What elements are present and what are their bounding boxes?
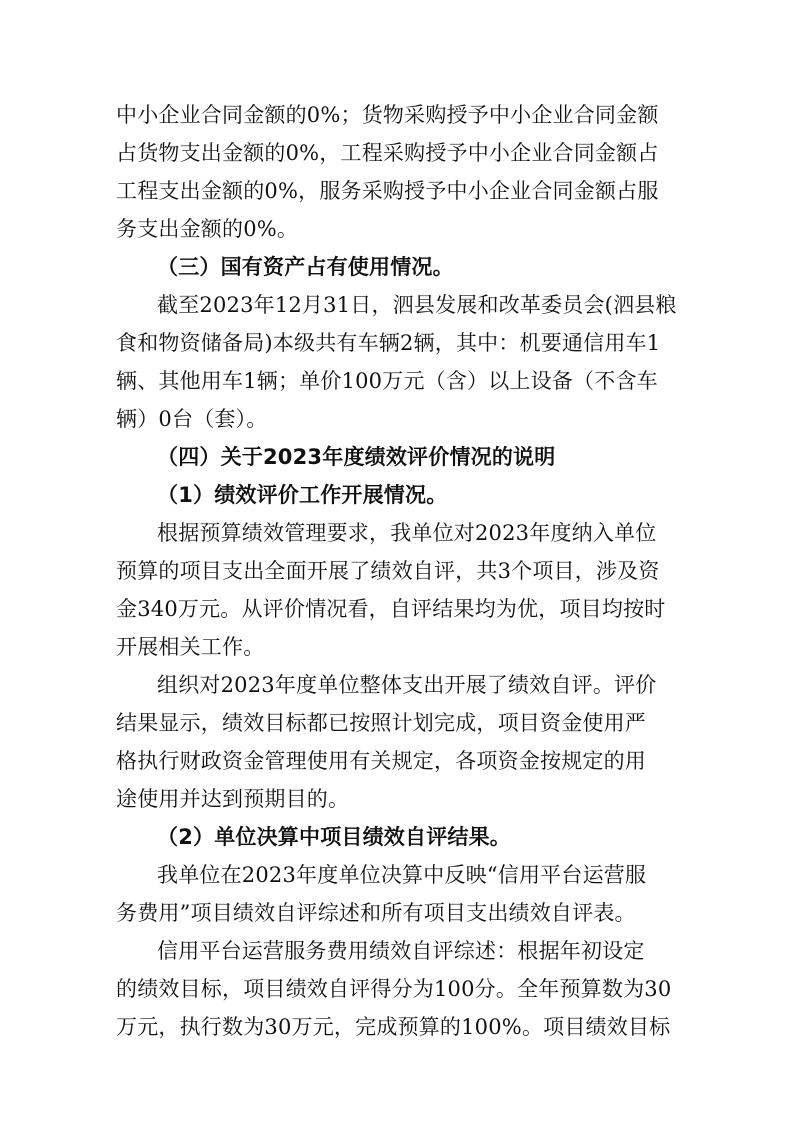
paragraph-line: 预算的项目支出全面开展了绩效自评，共3个项目，涉及资: [116, 559, 660, 583]
paragraph-line: 食和物资储备局)本级共有车辆2辆，其中：机要通信用车1: [116, 331, 661, 355]
paragraph-line: 信用平台运营服务费用绩效自评综述：根据年初设定: [157, 939, 645, 963]
section-heading: （三）国有资产占有使用情况。: [157, 255, 454, 279]
paragraph-line: 我单位在2023年度单位决算中反映“信用平台运营服: [157, 863, 647, 887]
paragraph-line: 结果显示，绩效目标都已按照计划完成，项目资金使用严: [116, 711, 646, 735]
paragraph-line: 辆）0台（套）。: [116, 407, 268, 431]
paragraph-line: 金340万元。从评价情况看，自评结果均为优，项目均按时: [116, 597, 666, 621]
paragraph-line: 中小企业合同金额的0%；货物采购授予中小企业合同金额: [116, 103, 659, 127]
paragraph-line: 占货物支出金额的0%，工程采购授予中小企业合同金额占: [116, 141, 659, 165]
subsection-heading: （2）单位决算中项目绩效自评结果。: [157, 825, 512, 849]
paragraph-line: 途使用并达到预期目的。: [116, 787, 350, 811]
paragraph-line: 务支出金额的0%。: [116, 217, 299, 241]
subsection-heading: （1）绩效评价工作开展情况。: [157, 483, 448, 507]
paragraph-line: 截至2023年12月31日，泗县发展和改革委员会(泗县粮: [157, 293, 677, 317]
paragraph-line: 工程支出金额的0%，服务采购授予中小企业合同金额占服: [116, 179, 659, 203]
paragraph-line: 的绩效目标，项目绩效自评得分为100分。全年预算数为30: [116, 977, 672, 1001]
paragraph-line: 组织对2023年度单位整体支出开展了绩效自评。评价: [157, 673, 657, 697]
section-heading: （四）关于2023年度绩效评价情况的说明: [157, 445, 556, 469]
paragraph-line: 务费用”项目绩效自评综述和所有项目支出绩效自评表。: [116, 901, 636, 925]
paragraph-line: 万元，执行数为30万元，完成预算的100%。项目绩效目标: [116, 1015, 671, 1039]
paragraph-line: 格执行财政资金管理使用有关规定，各项资金按规定的用: [116, 749, 646, 773]
paragraph-line: 开展相关工作。: [116, 635, 265, 659]
paragraph-line: 辆、其他用车1辆；单价100万元（含）以上设备（不含车: [116, 369, 658, 393]
paragraph-line: 根据预算绩效管理要求，我单位对2023年度纳入单位: [157, 521, 657, 545]
